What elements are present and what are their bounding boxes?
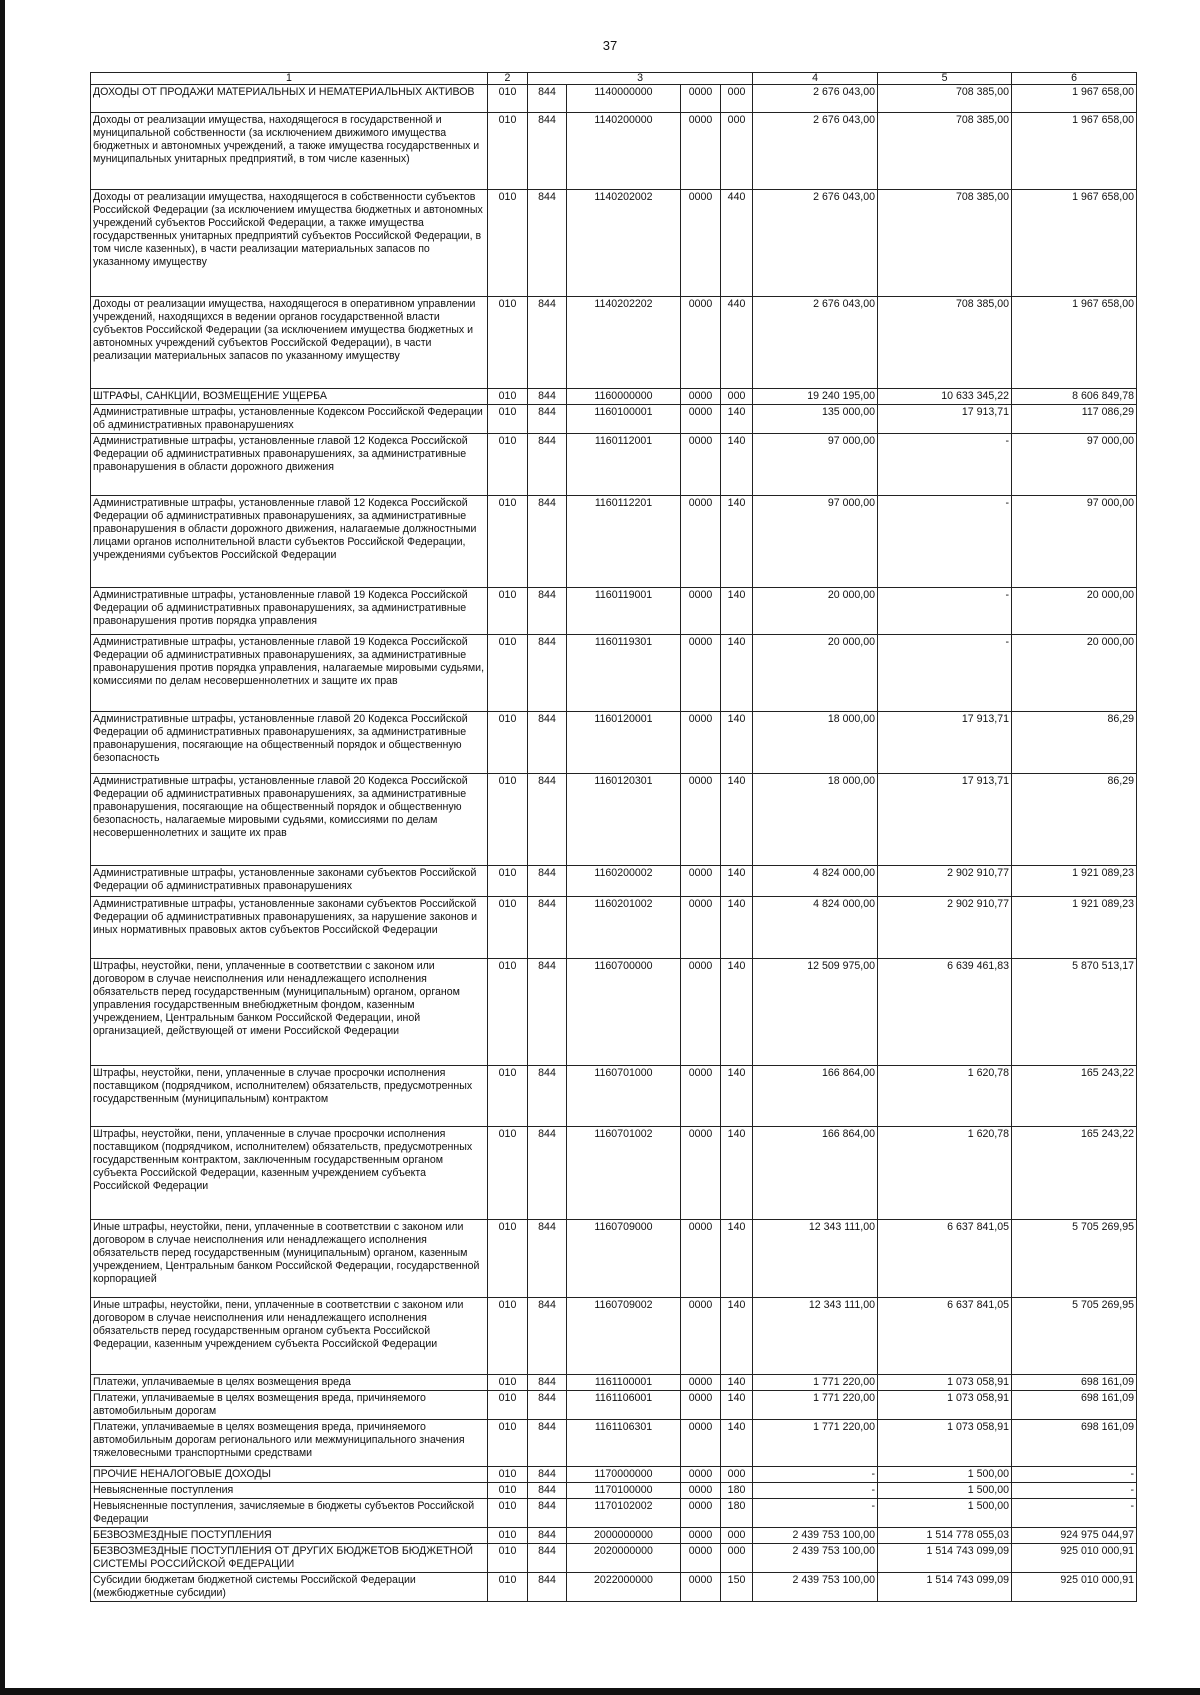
table-row <box>91 635 1137 712</box>
code-cell: 140 <box>721 1220 753 1298</box>
code-cell: 180 <box>721 1499 753 1528</box>
column-header: 1 <box>91 73 488 85</box>
amount-remaining-cell: 925 010 000,91 <box>1012 1544 1137 1573</box>
table-row <box>91 297 1137 389</box>
code-cell: 0000 <box>681 389 721 405</box>
code-cell: 0000 <box>681 297 721 389</box>
amount-approved-cell: 1 771 220,00 <box>753 1375 878 1391</box>
code-cell: 0000 <box>681 1127 721 1220</box>
code-cell: 140 <box>721 1420 753 1467</box>
code-cell: 010 <box>488 897 528 959</box>
amount-executed-cell: 17 913,71 <box>878 774 1012 866</box>
code-cell: 1140200000 <box>567 113 681 190</box>
code-cell: 000 <box>721 1467 753 1483</box>
code-cell: 0000 <box>681 1298 721 1375</box>
row-name-cell: Административные штрафы, установленные главой 19 Кодекса Российской Федерации об административных правонарушениях, за административные правонарушения против порядка управления <box>91 588 488 635</box>
scan-left-edge <box>0 0 5 1695</box>
amount-remaining-cell: 1 967 658,00 <box>1012 190 1137 297</box>
code-cell: 010 <box>488 1528 528 1544</box>
code-cell: 0000 <box>681 712 721 774</box>
code-cell: 010 <box>488 712 528 774</box>
row-name-cell: БЕЗВОЗМЕЗДНЫЕ ПОСТУПЛЕНИЯ ОТ ДРУГИХ БЮДЖЕТОВ БЮДЖЕТНОЙ СИСТЕМЫ РОССИЙСКОЙ ФЕДЕРАЦИИ <box>91 1544 488 1573</box>
amount-executed-cell: 17 913,71 <box>878 405 1012 434</box>
amount-executed-cell: 708 385,00 <box>878 85 1012 113</box>
row-name-cell: Административные штрафы, установленные законами субъектов Российской Федерации об административных правонарушениях <box>91 866 488 897</box>
amount-executed-cell: - <box>878 496 1012 588</box>
table-row <box>91 588 1137 635</box>
code-cell: 844 <box>528 1220 567 1298</box>
amount-remaining-cell: 165 243,22 <box>1012 1127 1137 1220</box>
code-cell: 1161106301 <box>567 1420 681 1467</box>
amount-remaining-cell: 97 000,00 <box>1012 434 1137 496</box>
code-cell: 140 <box>721 1391 753 1420</box>
code-cell: 140 <box>721 774 753 866</box>
amount-executed-cell: 6 637 841,05 <box>878 1298 1012 1375</box>
code-cell: 140 <box>721 1375 753 1391</box>
row-name-cell: Иные штрафы, неустойки, пени, уплаченные в соответствии с законом или договором в случае неисполнения или ненадлежащего исполнения обязательств перед государственным (муниципальным) органом, казенным учреждением, Центральным банком Российской Федерации, государственной корпорацией <box>91 1220 488 1298</box>
code-cell: 140 <box>721 866 753 897</box>
code-cell: 150 <box>721 1573 753 1602</box>
code-cell: 844 <box>528 774 567 866</box>
amount-approved-cell: 4 824 000,00 <box>753 866 878 897</box>
row-name-cell: БЕЗВОЗМЕЗДНЫЕ ПОСТУПЛЕНИЯ <box>91 1528 488 1544</box>
amount-approved-cell: - <box>753 1499 878 1528</box>
code-cell: 1140000000 <box>567 85 681 113</box>
column-header: 2 <box>488 73 528 85</box>
code-cell: 140 <box>721 1127 753 1220</box>
amount-approved-cell: 1 771 220,00 <box>753 1420 878 1467</box>
code-cell: 1140202002 <box>567 190 681 297</box>
code-cell: 844 <box>528 389 567 405</box>
code-cell: 844 <box>528 1573 567 1602</box>
code-cell: 140 <box>721 405 753 434</box>
table-row <box>91 897 1137 959</box>
row-name-cell: Административные штрафы, установленные главой 19 Кодекса Российской Федерации об административных правонарушениях, за административные правонарушения против порядка управления, налагаемые мировыми судьями, комиссиями по делам несовершеннолетних и защите их прав <box>91 635 488 712</box>
code-cell: 1161106001 <box>567 1391 681 1420</box>
amount-approved-cell: 2 439 753 100,00 <box>753 1528 878 1544</box>
code-cell: 140 <box>721 496 753 588</box>
code-cell: 844 <box>528 1391 567 1420</box>
amount-approved-cell: 135 000,00 <box>753 405 878 434</box>
amount-remaining-cell: 1 921 089,23 <box>1012 897 1137 959</box>
amount-remaining-cell: 86,29 <box>1012 712 1137 774</box>
code-cell: 0000 <box>681 897 721 959</box>
table-row <box>91 1467 1137 1483</box>
table-row <box>91 712 1137 774</box>
table-row <box>91 1528 1137 1544</box>
code-cell: 0000 <box>681 1066 721 1127</box>
code-cell: 0000 <box>681 1375 721 1391</box>
amount-remaining-cell: 698 161,09 <box>1012 1391 1137 1420</box>
amount-executed-cell: 1 500,00 <box>878 1467 1012 1483</box>
code-cell: 0000 <box>681 635 721 712</box>
code-cell: 844 <box>528 1298 567 1375</box>
amount-approved-cell: 12 343 111,00 <box>753 1298 878 1375</box>
table-row <box>91 389 1137 405</box>
code-cell: 2000000000 <box>567 1528 681 1544</box>
code-cell: 010 <box>488 113 528 190</box>
code-cell: 010 <box>488 1467 528 1483</box>
amount-executed-cell: - <box>878 434 1012 496</box>
code-cell: 0000 <box>681 866 721 897</box>
code-cell: 0000 <box>681 1573 721 1602</box>
code-cell: 140 <box>721 434 753 496</box>
code-cell: 0000 <box>681 1528 721 1544</box>
code-cell: 0000 <box>681 85 721 113</box>
code-cell: 1160119301 <box>567 635 681 712</box>
code-cell: 140 <box>721 897 753 959</box>
amount-executed-cell: 6 637 841,05 <box>878 1220 1012 1298</box>
code-cell: 844 <box>528 588 567 635</box>
amount-remaining-cell: 97 000,00 <box>1012 496 1137 588</box>
amount-executed-cell: 1 620,78 <box>878 1066 1012 1127</box>
amount-approved-cell: 20 000,00 <box>753 635 878 712</box>
amount-remaining-cell: 20 000,00 <box>1012 635 1137 712</box>
code-cell: 140 <box>721 635 753 712</box>
amount-remaining-cell: - <box>1012 1483 1137 1499</box>
code-cell: 1160700000 <box>567 959 681 1066</box>
row-name-cell: Невыясненные поступления, зачисляемые в бюджеты субъектов Российской Федерации <box>91 1499 488 1528</box>
code-cell: 1160119001 <box>567 588 681 635</box>
amount-approved-cell: 97 000,00 <box>753 434 878 496</box>
code-cell: 844 <box>528 1528 567 1544</box>
code-cell: 844 <box>528 1483 567 1499</box>
row-name-cell: Платежи, уплачиваемые в целях возмещения вреда, причиняемого автомобильным дорогам <box>91 1391 488 1420</box>
amount-approved-cell: 2 676 043,00 <box>753 190 878 297</box>
column-number-header <box>91 73 1137 85</box>
code-cell: 844 <box>528 1544 567 1573</box>
code-cell: 140 <box>721 1298 753 1375</box>
amount-approved-cell: 18 000,00 <box>753 712 878 774</box>
amount-remaining-cell: 5 705 269,95 <box>1012 1298 1137 1375</box>
code-cell: 844 <box>528 113 567 190</box>
amount-approved-cell: - <box>753 1467 878 1483</box>
code-cell: 1160709000 <box>567 1220 681 1298</box>
table-row <box>91 1483 1137 1499</box>
amount-remaining-cell: 698 161,09 <box>1012 1375 1137 1391</box>
code-cell: 010 <box>488 588 528 635</box>
code-cell: 1160701002 <box>567 1127 681 1220</box>
code-cell: 844 <box>528 712 567 774</box>
code-cell: 140 <box>721 1066 753 1127</box>
table-row <box>91 774 1137 866</box>
page-number: 37 <box>602 38 618 53</box>
amount-remaining-cell: 1 967 658,00 <box>1012 85 1137 113</box>
amount-executed-cell: 2 902 910,77 <box>878 866 1012 897</box>
code-cell: 140 <box>721 588 753 635</box>
table-row <box>91 190 1137 297</box>
code-cell: 1160201002 <box>567 897 681 959</box>
table-row <box>91 959 1137 1066</box>
amount-approved-cell: 2 676 043,00 <box>753 85 878 113</box>
table-row <box>91 866 1137 897</box>
code-cell: 844 <box>528 959 567 1066</box>
code-cell: 010 <box>488 389 528 405</box>
code-cell: 010 <box>488 434 528 496</box>
code-cell: 844 <box>528 1420 567 1467</box>
code-cell: 010 <box>488 1375 528 1391</box>
code-cell: 844 <box>528 1467 567 1483</box>
code-cell: 140 <box>721 712 753 774</box>
amount-approved-cell: 2 439 753 100,00 <box>753 1544 878 1573</box>
code-cell: 010 <box>488 297 528 389</box>
amount-approved-cell: - <box>753 1483 878 1499</box>
code-cell: 1160112001 <box>567 434 681 496</box>
table-row <box>91 1391 1137 1420</box>
code-cell: 844 <box>528 635 567 712</box>
table-row <box>91 1499 1137 1528</box>
amount-executed-cell: 1 514 778 055,03 <box>878 1528 1012 1544</box>
code-cell: 0000 <box>681 1483 721 1499</box>
code-cell: 1160701000 <box>567 1066 681 1127</box>
amount-executed-cell: 2 902 910,77 <box>878 897 1012 959</box>
code-cell: 000 <box>721 85 753 113</box>
code-cell: 2022000000 <box>567 1573 681 1602</box>
amount-executed-cell: 10 633 345,22 <box>878 389 1012 405</box>
code-cell: 1140202202 <box>567 297 681 389</box>
amount-executed-cell: 1 514 743 099,09 <box>878 1544 1012 1573</box>
amount-executed-cell: - <box>878 588 1012 635</box>
code-cell: 000 <box>721 1544 753 1573</box>
row-name-cell: Невыясненные поступления <box>91 1483 488 1499</box>
table-row <box>91 434 1137 496</box>
amount-executed-cell: 6 639 461,83 <box>878 959 1012 1066</box>
code-cell: 0000 <box>681 113 721 190</box>
amount-remaining-cell: 5 705 269,95 <box>1012 1220 1137 1298</box>
code-cell: 844 <box>528 1066 567 1127</box>
row-name-cell: Административные штрафы, установленные главой 12 Кодекса Российской Федерации об административных правонарушениях, за административные правонарушения в области дорожного движения, налагаемые должностными лицами органов исполнительной власти субъектов Российской Федерации, учреждениями субъектов Российской Федерации <box>91 496 488 588</box>
amount-approved-cell: 2 676 043,00 <box>753 297 878 389</box>
row-name-cell: Административные штрафы, установленные главой 20 Кодекса Российской Федерации об административных правонарушениях, за административные правонарушения, посягающие на общественный порядок и общественную безопасность <box>91 712 488 774</box>
amount-executed-cell: 1 073 058,91 <box>878 1391 1012 1420</box>
row-name-cell: Субсидии бюджетам бюджетной системы Российской Федерации (межбюджетные субсидии) <box>91 1573 488 1602</box>
code-cell: 010 <box>488 190 528 297</box>
code-cell: 440 <box>721 190 753 297</box>
code-cell: 140 <box>721 959 753 1066</box>
code-cell: 1161100001 <box>567 1375 681 1391</box>
code-cell: 010 <box>488 635 528 712</box>
code-cell: 1170100000 <box>567 1483 681 1499</box>
code-cell: 0000 <box>681 1220 721 1298</box>
amount-remaining-cell: 8 606 849,78 <box>1012 389 1137 405</box>
amount-remaining-cell: 5 870 513,17 <box>1012 959 1137 1066</box>
amount-executed-cell: 1 073 058,91 <box>878 1375 1012 1391</box>
code-cell: 010 <box>488 405 528 434</box>
code-cell: 844 <box>528 1375 567 1391</box>
code-cell: 010 <box>488 1420 528 1467</box>
row-name-cell: Платежи, уплачиваемые в целях возмещения вреда, причиняемого автомобильным дорогам регионального или межмуниципального значения тяжеловесными транспортными средствами <box>91 1420 488 1467</box>
code-cell: 010 <box>488 1127 528 1220</box>
amount-executed-cell: 1 620,78 <box>878 1127 1012 1220</box>
amount-remaining-cell: 20 000,00 <box>1012 588 1137 635</box>
row-name-cell: Платежи, уплачиваемые в целях возмещения вреда <box>91 1375 488 1391</box>
amount-approved-cell: 4 824 000,00 <box>753 897 878 959</box>
amount-approved-cell: 2 439 753 100,00 <box>753 1573 878 1602</box>
table-row <box>91 1375 1137 1391</box>
budget-table <box>90 72 1137 1602</box>
table-row <box>91 1544 1137 1573</box>
code-cell: 844 <box>528 190 567 297</box>
amount-approved-cell: 20 000,00 <box>753 588 878 635</box>
code-cell: 1160000000 <box>567 389 681 405</box>
amount-executed-cell: 708 385,00 <box>878 113 1012 190</box>
code-cell: 0000 <box>681 434 721 496</box>
row-name-cell: Штрафы, неустойки, пени, уплаченные в случае просрочки исполнения поставщиком (подрядчиком, исполнителем) обязательств, предусмотренных государственным контрактом, заключенным государственным органом субъекта Российской Федерации, казенным учреждением субъекта Российской Федерации <box>91 1127 488 1220</box>
code-cell: 010 <box>488 496 528 588</box>
code-cell: 0000 <box>681 190 721 297</box>
code-cell: 0000 <box>681 588 721 635</box>
code-cell: 844 <box>528 866 567 897</box>
code-cell: 0000 <box>681 1467 721 1483</box>
code-cell: 0000 <box>681 496 721 588</box>
table-row <box>91 1298 1137 1375</box>
amount-remaining-cell: 1 921 089,23 <box>1012 866 1137 897</box>
amount-approved-cell: 19 240 195,00 <box>753 389 878 405</box>
amount-executed-cell: 1 514 743 099,09 <box>878 1573 1012 1602</box>
code-cell: 010 <box>488 866 528 897</box>
column-header: 4 <box>753 73 878 85</box>
code-cell: 010 <box>488 774 528 866</box>
scan-bottom-edge <box>0 1688 1200 1695</box>
code-cell: 010 <box>488 1573 528 1602</box>
code-cell: 844 <box>528 297 567 389</box>
table-row <box>91 85 1137 113</box>
amount-remaining-cell: 165 243,22 <box>1012 1066 1137 1127</box>
row-name-cell: Административные штрафы, установленные главой 20 Кодекса Российской Федерации об административных правонарушениях, за административные правонарушения, посягающие на общественный порядок и общественную безопасность, налагаемые мировыми судьями, комиссиями по делам несовершеннолетних и защите их прав <box>91 774 488 866</box>
code-cell: 1160200002 <box>567 866 681 897</box>
amount-remaining-cell: 1 967 658,00 <box>1012 297 1137 389</box>
amount-remaining-cell: 924 975 044,97 <box>1012 1528 1137 1544</box>
code-cell: 1160112201 <box>567 496 681 588</box>
row-name-cell: Штрафы, неустойки, пени, уплаченные в соответствии с законом или договором в случае неисполнения или ненадлежащего исполнения обязательств перед государственным (муниципальным) органом, органом управления государственным внебюджетным фондом, казенным учреждением, Центральным банком Российской Федерации, иной организацией, действующей от имени Российской Федерации <box>91 959 488 1066</box>
row-name-cell: Административные штрафы, установленные законами субъектов Российской Федерации об административных правонарушениях, за нарушение законов и иных нормативных правовых актов субъектов Российской Федерации <box>91 897 488 959</box>
row-name-cell: Штрафы, неустойки, пени, уплаченные в случае просрочки исполнения поставщиком (подрядчиком, исполнителем) обязательств, предусмотренных государственным (муниципальным) контрактом <box>91 1066 488 1127</box>
row-name-cell: Административные штрафы, установленные Кодексом Российской Федерации об административных правонарушениях <box>91 405 488 434</box>
code-cell: 000 <box>721 1528 753 1544</box>
code-cell: 180 <box>721 1483 753 1499</box>
row-name-cell: ШТРАФЫ, САНКЦИИ, ВОЗМЕЩЕНИЕ УЩЕРБА <box>91 389 488 405</box>
code-cell: 010 <box>488 1391 528 1420</box>
amount-executed-cell: 708 385,00 <box>878 297 1012 389</box>
amount-approved-cell: 12 343 111,00 <box>753 1220 878 1298</box>
amount-remaining-cell: 698 161,09 <box>1012 1420 1137 1467</box>
amount-remaining-cell: - <box>1012 1499 1137 1528</box>
table-row <box>91 1066 1137 1127</box>
code-cell: 0000 <box>681 774 721 866</box>
code-cell: 010 <box>488 1499 528 1528</box>
table-row <box>91 405 1137 434</box>
column-header: 3 <box>528 73 753 85</box>
row-name-cell: Административные штрафы, установленные главой 12 Кодекса Российской Федерации об административных правонарушениях, за административные правонарушения в области дорожного движения <box>91 434 488 496</box>
code-cell: 010 <box>488 1544 528 1573</box>
code-cell: 0000 <box>681 1391 721 1420</box>
row-name-cell: Доходы от реализации имущества, находящегося в собственности субъектов Российской Федерации (за исключением имущества бюджетных и автономных учреждений субъектов Российской Федерации, а также имущества государственных унитарных предприятий субъектов Российской Федерации, в том числе казенных), в части реализации материальных запасов по указанному имуществу <box>91 190 488 297</box>
amount-remaining-cell: - <box>1012 1467 1137 1483</box>
code-cell: 844 <box>528 496 567 588</box>
code-cell: 440 <box>721 297 753 389</box>
amount-executed-cell: 17 913,71 <box>878 712 1012 774</box>
code-cell: 1170102002 <box>567 1499 681 1528</box>
code-cell: 0000 <box>681 1420 721 1467</box>
code-cell: 010 <box>488 1066 528 1127</box>
code-cell: 0000 <box>681 1499 721 1528</box>
code-cell: 1170000000 <box>567 1467 681 1483</box>
code-cell: 000 <box>721 389 753 405</box>
code-cell: 0000 <box>681 1544 721 1573</box>
amount-approved-cell: 2 676 043,00 <box>753 113 878 190</box>
amount-approved-cell: 166 864,00 <box>753 1127 878 1220</box>
code-cell: 1160709002 <box>567 1298 681 1375</box>
amount-approved-cell: 1 771 220,00 <box>753 1391 878 1420</box>
table-row <box>91 496 1137 588</box>
amount-executed-cell: 708 385,00 <box>878 190 1012 297</box>
table-row <box>91 1127 1137 1220</box>
amount-executed-cell: 1 500,00 <box>878 1483 1012 1499</box>
code-cell: 010 <box>488 959 528 1066</box>
amount-approved-cell: 18 000,00 <box>753 774 878 866</box>
code-cell: 010 <box>488 1298 528 1375</box>
table-row <box>91 1420 1137 1467</box>
amount-approved-cell: 12 509 975,00 <box>753 959 878 1066</box>
row-name-cell: Доходы от реализации имущества, находящегося в оперативном управлении учреждений, находящихся в ведении органов государственной власти субъектов Российской Федерации (за исключением имущества бюджетных и автономных учреждений субъектов Российской Федерации), в части реализации материальных запасов по указанному имуществу <box>91 297 488 389</box>
code-cell: 844 <box>528 1499 567 1528</box>
code-cell: 010 <box>488 1483 528 1499</box>
code-cell: 0000 <box>681 959 721 1066</box>
row-name-cell: Доходы от реализации имущества, находящегося в государственной и муниципальной собственности (за исключением движимого имущества бюджетных и автономных учреждений, а также имущества государственных и муниципальных унитарных предприятий, в том числе казенных) <box>91 113 488 190</box>
code-cell: 1160120301 <box>567 774 681 866</box>
code-cell: 1160120001 <box>567 712 681 774</box>
amount-remaining-cell: 117 086,29 <box>1012 405 1137 434</box>
amount-executed-cell: 1 500,00 <box>878 1499 1012 1528</box>
amount-remaining-cell: 925 010 000,91 <box>1012 1573 1137 1602</box>
amount-executed-cell: - <box>878 635 1012 712</box>
row-name-cell: ПРОЧИЕ НЕНАЛОГОВЫЕ ДОХОДЫ <box>91 1467 488 1483</box>
code-cell: 0000 <box>681 405 721 434</box>
table-row <box>91 113 1137 190</box>
amount-remaining-cell: 1 967 658,00 <box>1012 113 1137 190</box>
amount-approved-cell: 166 864,00 <box>753 1066 878 1127</box>
table-row <box>91 1573 1137 1602</box>
code-cell: 2020000000 <box>567 1544 681 1573</box>
code-cell: 010 <box>488 85 528 113</box>
column-header: 5 <box>878 73 1012 85</box>
table-row <box>91 1220 1137 1298</box>
code-cell: 844 <box>528 897 567 959</box>
row-name-cell: ДОХОДЫ ОТ ПРОДАЖИ МАТЕРИАЛЬНЫХ И НЕМАТЕРИАЛЬНЫХ АКТИВОВ <box>91 85 488 113</box>
amount-executed-cell: 1 073 058,91 <box>878 1420 1012 1467</box>
code-cell: 000 <box>721 113 753 190</box>
code-cell: 1160100001 <box>567 405 681 434</box>
amount-approved-cell: 97 000,00 <box>753 496 878 588</box>
code-cell: 844 <box>528 1127 567 1220</box>
code-cell: 844 <box>528 405 567 434</box>
code-cell: 844 <box>528 85 567 113</box>
column-header: 6 <box>1012 73 1137 85</box>
code-cell: 010 <box>488 1220 528 1298</box>
amount-remaining-cell: 86,29 <box>1012 774 1137 866</box>
code-cell: 844 <box>528 434 567 496</box>
row-name-cell: Иные штрафы, неустойки, пени, уплаченные в соответствии с законом или договором в случае неисполнения или ненадлежащего исполнения обязательств перед государственным органом субъекта Российской Федерации, казенным учреждением субъекта Российской Федерации <box>91 1298 488 1375</box>
